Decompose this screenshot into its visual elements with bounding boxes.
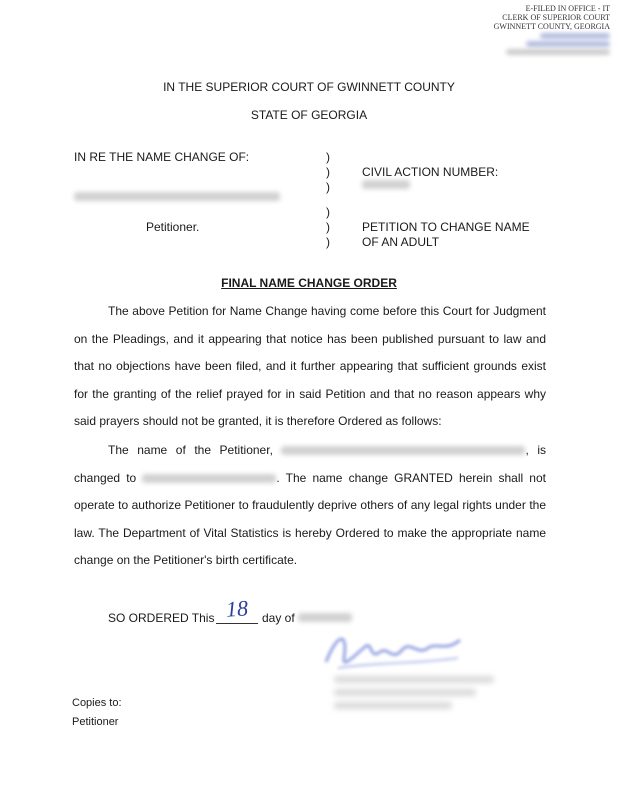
caption-paren: ) (326, 165, 330, 179)
paragraph-text-part: The name of the Petitioner, (108, 443, 273, 457)
state-heading: STATE OF GEORGIA (250, 108, 368, 122)
case-number-redacted (362, 180, 410, 189)
court-heading: IN THE SUPERIOR COURT OF GWINNETT COUNTY (163, 80, 455, 94)
caption-paren: ) (326, 220, 330, 234)
so-ordered-label: SO ORDERED This (108, 611, 215, 625)
petition-type-line-2: OF AN ADULT (362, 235, 440, 249)
order-paragraph-2 (74, 437, 546, 575)
copies-label: Copies to: (72, 697, 122, 709)
stamp-redaction (540, 33, 610, 39)
in-re-label: IN RE THE NAME CHANGE OF: (74, 150, 250, 164)
stamp-redaction (506, 49, 610, 55)
caption-paren: ) (326, 150, 330, 164)
judge-court-redacted (334, 702, 452, 709)
judge-signature (318, 622, 468, 682)
copies-recipient: Petitioner (72, 716, 119, 728)
civil-action-label: CIVIL ACTION NUMBER: (362, 165, 499, 179)
new-name-redacted (142, 474, 276, 483)
caption-paren: ) (326, 180, 330, 194)
day-handwritten: 18 (225, 595, 249, 622)
paragraph-text (74, 437, 546, 575)
judge-name-redacted (334, 676, 494, 683)
day-of-label: day of (262, 611, 295, 625)
paragraph-text-part: . The name change GRANTED herein shall not operate to authorize Petitioner to fraudulently deprive others of any legal rights under the law. The Department of Vital Statistics is hereby Ordered to make the appropriate name change on the Petitioner's birth certificate. (74, 470, 546, 567)
day-underline (216, 623, 258, 624)
paragraph-text-part: , is changed to (74, 443, 546, 485)
stamp-line-3: GWINNETT COUNTY, GEORGIA (493, 22, 610, 31)
month-year-redacted (298, 613, 352, 622)
caption-paren: ) (326, 235, 330, 249)
order-title: FINAL NAME CHANGE ORDER (221, 276, 397, 290)
order-paragraph-1 (74, 298, 546, 436)
stamp-line-1: E-FILED IN OFFICE - IT (525, 4, 610, 13)
stamp-redaction (526, 41, 610, 47)
petitioner-name-redacted (74, 192, 280, 201)
stamp-line-2: CLERK OF SUPERIOR COURT (502, 13, 610, 22)
judge-title-redacted (334, 689, 476, 696)
petitioner-label: Petitioner. (146, 220, 200, 234)
efile-stamp (494, 4, 610, 57)
paragraph-text: The above Petition for Name Change having come before this Court for Judgment on the Pleadings, and it appearing that notice has been published pursuant to law and that no objections have been filed, and it further appearing that sufficient grounds exist for the granting of the relief prayed for in said Petition and that no reason appears why said prayers should not be granted, it is therefore Ordered as follows: (74, 304, 546, 428)
old-name-redacted (281, 446, 525, 455)
petition-type-line-1: PETITION TO CHANGE NAME (362, 220, 530, 234)
caption-paren: ) (326, 205, 330, 219)
